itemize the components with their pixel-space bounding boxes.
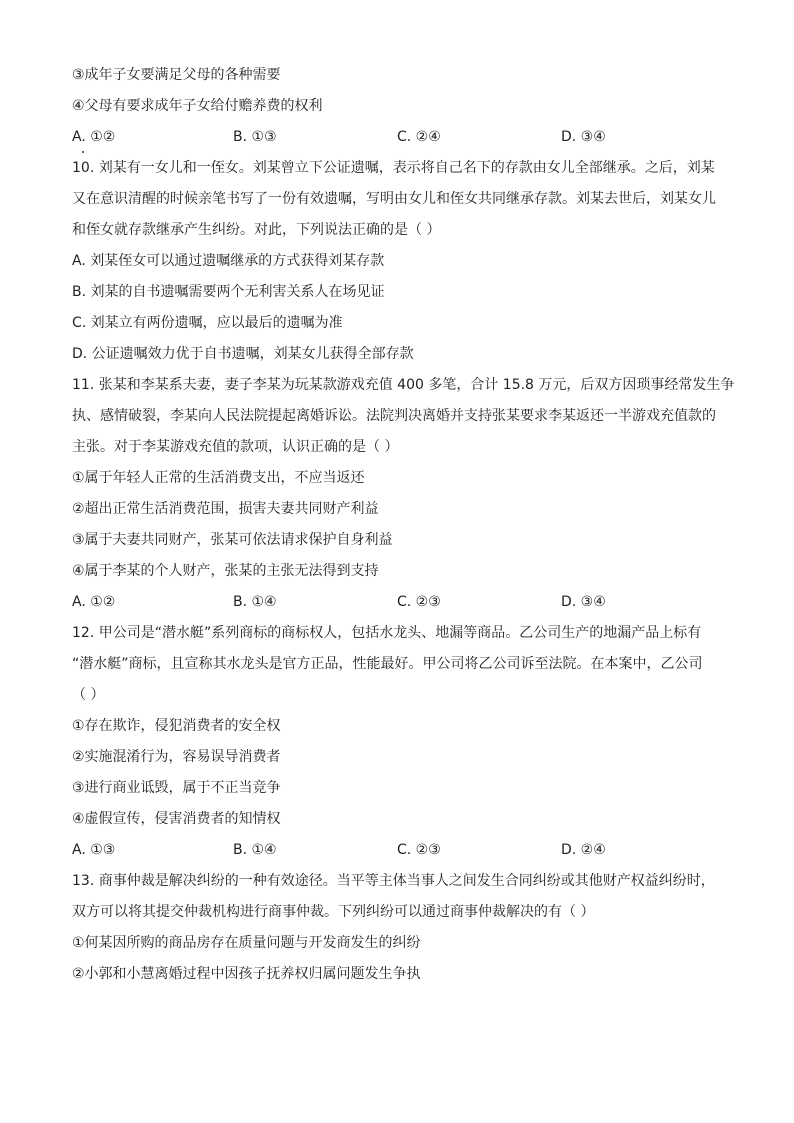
- q12-stem-line-3: （ ）: [72, 687, 105, 703]
- q10-option-c: C. 刘某立有两份遗嘱，应以最后的遗嘱为准: [72, 315, 343, 331]
- q10-stem-line-2: 又在意识清醒的时候亲笔书写了一份有效遗嘱，写明由女儿和侄女共同继承存款。刘某去世后，刘某女儿: [72, 191, 716, 207]
- q11-stem-line-3: 主张。对于李某游戏充值的款项，认识正确的是（ ）: [72, 439, 399, 455]
- q12-item-2: ②实施混淆行为，容易误导消费者: [72, 749, 281, 765]
- q12-options: [72, 835, 722, 866]
- q11-stem-line-2: 执、感情破裂，李某向人民法院提起离婚诉讼。法院判决离婚并支持张某要求李某返还一半游戏充值款的: [72, 408, 716, 424]
- question-13: [72, 866, 722, 990]
- q9-option-c: C. ②④: [397, 129, 441, 145]
- q10-stem-line-1: 10. 刘某有一女儿和一侄女。刘某曾立下公证遗嘱，表示将自己名下的存款由女儿全部继承。之后，刘某: [72, 160, 715, 176]
- q10-option-a: A. 刘某侄女可以通过遗嘱继承的方式获得刘某存款: [72, 253, 385, 269]
- q9-option-a: A. ①②: [72, 129, 116, 145]
- q10-stem-line-3: 和侄女就存款继承产生纠纷。对此，下列说法正确的是（ ）: [72, 222, 441, 238]
- q12-option-d: D. ②④: [561, 842, 606, 858]
- q12-stem-line-1: 12. 甲公司是“潜水艇”系列商标的商标权人，包括水龙头、地漏等商品。乙公司生产的地漏产品上标有: [72, 625, 702, 641]
- q11-stem-line-1: 11. 张某和李某系夫妻，妻子李某为玩某款游戏充值 400 多笔，合计 15.8 万元，后双方因琐事经常发生争: [72, 377, 735, 393]
- q12-item-3: ③进行商业诋毁，属于不正当竞争: [72, 780, 281, 796]
- q11-item-2: ②超出正常生活消费范围，损害夫妻共同财产利益: [72, 501, 379, 517]
- q12-option-c: C. ②③: [397, 842, 441, 858]
- question-12: [72, 618, 722, 866]
- exam-page: [72, 60, 735, 990]
- q9-option-b: B. ①③: [233, 129, 277, 145]
- q13-item-1: ①何某因所购的商品房存在质量问题与开发商发生的纠纷: [72, 935, 421, 951]
- question-9: [72, 60, 722, 153]
- q13-stem-line-1: 13. 商事仲裁是解决纠纷的一种有效途径。当平等主体当事人之间发生合同纠纷或其他财产权益纠纷时，: [72, 873, 715, 889]
- q12-option-b: B. ①④: [233, 842, 277, 858]
- q11-item-3: ③属于夫妻共同财产，张某可依法请求保护自身利益: [72, 532, 393, 548]
- q12-item-4: ④虚假宣传，侵害消费者的知情权: [72, 811, 281, 827]
- q9-item-3: ③成年子女要满足父母的各种需要: [72, 67, 281, 83]
- q9-item-4: ④父母有要求成年子女给付赡养费的权利: [72, 98, 323, 114]
- question-11: [72, 370, 735, 618]
- q9-options: [72, 122, 722, 153]
- q12-item-1: ①存在欺诈，侵犯消费者的安全权: [72, 718, 281, 734]
- question-10: [72, 153, 722, 370]
- q9-option-d: D. ③④: [561, 129, 606, 145]
- q10-option-d: D. 公证遗嘱效力优于自书遗嘱，刘某女儿获得全部存款: [72, 346, 414, 362]
- q11-option-b: B. ①④: [233, 594, 277, 610]
- q11-options: [72, 587, 722, 618]
- q11-item-4: ④属于李某的个人财产，张某的主张无法得到支持: [72, 563, 379, 579]
- q12-stem-line-2: “潜水艇”商标，且宣称其水龙头是官方正品，性能最好。甲公司将乙公司诉至法院。在本案中，乙公司: [72, 656, 703, 672]
- q13-stem-line-2: 双方可以将其提交仲裁机构进行商事仲裁。下列纠纷可以通过商事仲裁解决的有（ ）: [72, 904, 595, 920]
- q11-option-a: A. ①②: [72, 594, 116, 610]
- q11-item-1: ①属于年轻人正常的生活消费支出，不应当返还: [72, 470, 365, 486]
- q11-option-c: C. ②③: [397, 594, 441, 610]
- q13-item-2: ②小郭和小慧离婚过程中因孩子抚养权归属问题发生争执: [72, 966, 421, 982]
- q10-option-b: B. 刘某的自书遗嘱需要两个无利害关系人在场见证: [72, 284, 385, 300]
- q11-option-d: D. ③④: [561, 594, 606, 610]
- q12-option-a: A. ①③: [72, 842, 116, 858]
